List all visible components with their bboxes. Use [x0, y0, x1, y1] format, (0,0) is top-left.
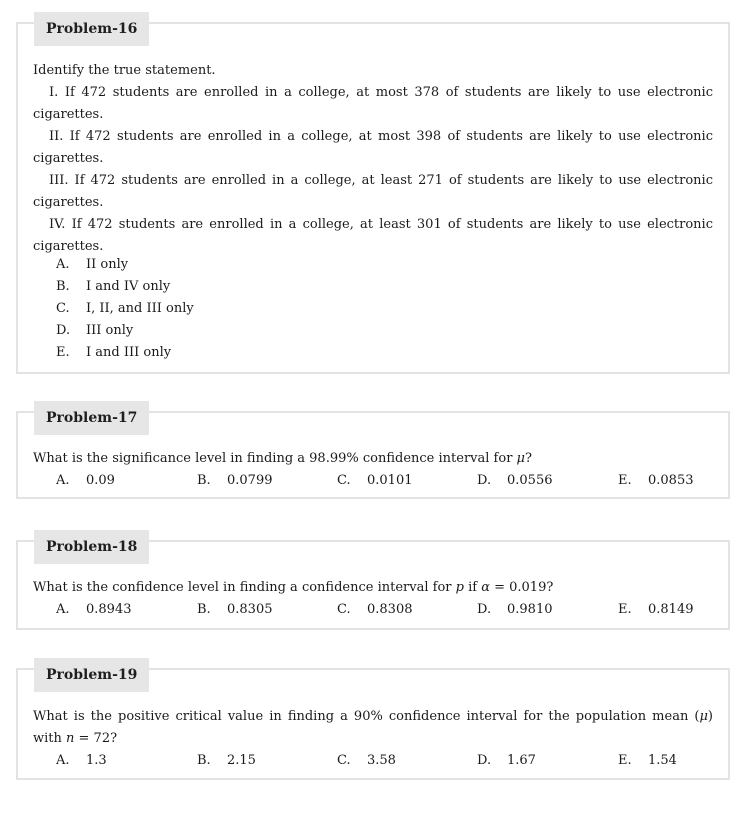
statement-iv: IV. If 472 students are enrolled in a college, at least 301 of students are likely to use electronic cigarettes.	[33, 217, 713, 254]
choice-letter: A.	[56, 753, 70, 768]
choice-a[interactable]	[56, 599, 132, 621]
answer-choices	[56, 599, 713, 621]
choice-text: 3.58	[367, 753, 396, 768]
choice-text: 0.8943	[86, 602, 132, 617]
choice-text: III only	[86, 323, 134, 338]
choice-letter: B.	[197, 602, 211, 617]
math-variable: p	[455, 580, 464, 595]
choice-letter: A.	[56, 602, 70, 617]
math-variable: α	[481, 580, 490, 595]
choice-letter: D.	[477, 473, 492, 488]
statement-i: I. If 472 students are enrolled in a college, at most 378 of students are likely to use electronic cigarettes.	[33, 85, 713, 122]
choice-text: 2.15	[227, 753, 256, 768]
choice-text: 0.0853	[648, 473, 694, 488]
choice-letter: C.	[337, 602, 351, 617]
choice-letter: E.	[618, 753, 632, 768]
choice-text: I and III only	[86, 345, 172, 360]
statement-iii: III. If 472 students are enrolled in a college, at least 271 of students are likely to use electronic cigarettes.	[33, 173, 713, 210]
choice-text: 0.09	[86, 473, 115, 488]
question-text-part: What is the significance level in finding a 98.99% confidence interval for	[33, 451, 517, 466]
question-text	[33, 448, 713, 470]
choice-c[interactable]	[337, 470, 413, 492]
choice-d[interactable]	[477, 750, 536, 772]
problem-label: Problem-18	[34, 530, 149, 564]
choice-d[interactable]	[477, 470, 553, 492]
choice-a[interactable]	[56, 254, 194, 276]
answer-choices	[56, 254, 194, 364]
choice-c[interactable]	[56, 298, 194, 320]
question-text-part: ?	[525, 451, 532, 466]
choice-letter: D.	[477, 753, 492, 768]
choice-e[interactable]	[618, 470, 694, 492]
choice-text: 0.0556	[507, 473, 553, 488]
choice-e[interactable]	[56, 342, 194, 364]
choice-letter: B.	[197, 753, 211, 768]
choice-text: 0.8149	[648, 602, 694, 617]
choice-a[interactable]	[56, 750, 107, 772]
question-intro: Identify the true statement.	[33, 63, 216, 78]
choice-b[interactable]	[197, 599, 273, 621]
question-text	[33, 706, 713, 750]
choice-text: 0.9810	[507, 602, 553, 617]
math-variable: n	[66, 731, 75, 746]
choice-text: II only	[86, 257, 129, 272]
choice-letter: A.	[56, 473, 70, 488]
problem-18	[16, 540, 730, 630]
choice-text: I and IV only	[86, 279, 171, 294]
choice-letter: D.	[477, 602, 492, 617]
answer-choices	[56, 750, 713, 772]
question-text-part: = 72?	[74, 731, 118, 746]
answer-choices	[56, 470, 713, 492]
choice-text: 1.3	[86, 753, 107, 768]
question-text-part: if	[463, 580, 482, 595]
choice-letter: D.	[56, 323, 71, 338]
choice-b[interactable]	[56, 276, 194, 298]
question-text-part: What is the confidence level in finding a confidence interval for	[33, 580, 456, 595]
choice-letter: B.	[56, 279, 70, 294]
question-text-part: What is the positive critical value in finding a 90% confidence interval for the population mean (	[33, 709, 700, 724]
choice-text: 0.8308	[367, 602, 413, 617]
math-variable: μ	[516, 451, 525, 466]
choice-letter: A.	[56, 257, 70, 272]
choice-letter: C.	[337, 753, 351, 768]
choice-letter: E.	[56, 345, 70, 360]
choice-text: 0.0101	[367, 473, 413, 488]
problem-19	[16, 668, 730, 780]
choice-e[interactable]	[618, 599, 694, 621]
choice-d[interactable]	[477, 599, 553, 621]
choice-text: 0.8305	[227, 602, 273, 617]
problem-label: Problem-17	[34, 401, 149, 435]
choice-letter: C.	[337, 473, 351, 488]
choice-text: 0.0799	[227, 473, 273, 488]
choice-letter: E.	[618, 602, 632, 617]
problem-16	[16, 22, 730, 374]
choice-b[interactable]	[197, 750, 256, 772]
choice-b[interactable]	[197, 470, 273, 492]
choice-a[interactable]	[56, 470, 115, 492]
choice-text: I, II, and III only	[86, 301, 194, 316]
choice-text: 1.67	[507, 753, 536, 768]
choice-letter: C.	[56, 301, 70, 316]
problem-label: Problem-16	[34, 12, 149, 46]
choice-text: 1.54	[648, 753, 677, 768]
problem-text	[33, 60, 713, 258]
problem-label: Problem-19	[34, 658, 149, 692]
question-text	[33, 577, 713, 599]
choice-e[interactable]	[618, 750, 677, 772]
math-variable: μ	[699, 709, 708, 724]
choice-letter: B.	[197, 473, 211, 488]
choice-c[interactable]	[337, 750, 396, 772]
question-text-part: ) with	[33, 709, 713, 746]
question-text-part: = 0.019?	[489, 580, 554, 595]
choice-d[interactable]	[56, 320, 194, 342]
choice-c[interactable]	[337, 599, 413, 621]
choice-letter: E.	[618, 473, 632, 488]
problem-17	[16, 411, 730, 499]
statement-ii: II. If 472 students are enrolled in a college, at most 398 of students are likely to use electronic cigarettes.	[33, 129, 713, 166]
